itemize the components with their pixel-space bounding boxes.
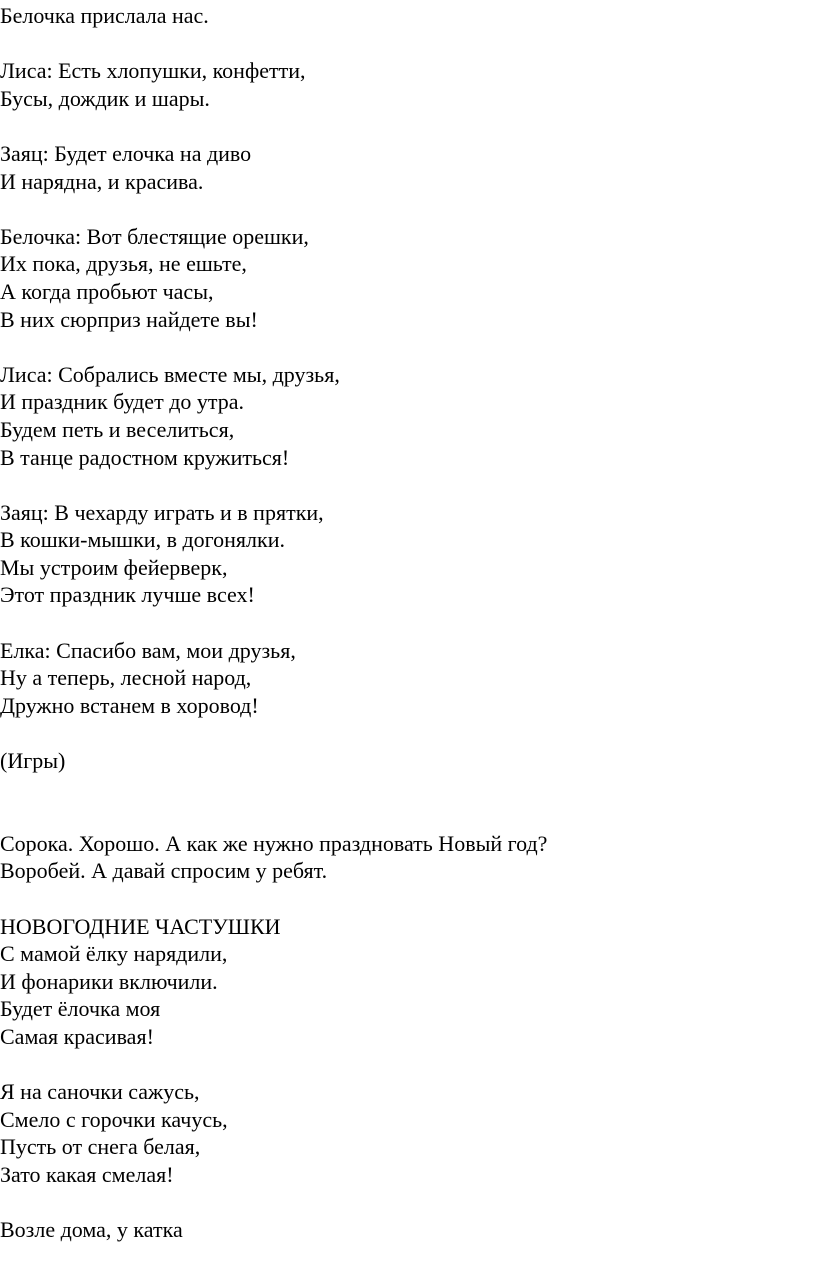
blank-line <box>0 30 816 58</box>
text-line: Воробей. А давай спросим у ребят. <box>0 858 328 884</box>
text-line: Я на саночки сажусь, <box>0 1079 200 1105</box>
text-line: (Игры) <box>0 748 66 774</box>
blank-line <box>0 609 816 637</box>
text-line: Сорока. Хорошо. А как же нужно праздновать Новый год? <box>0 830 548 856</box>
document-text <box>0 2 816 1244</box>
text-line: Самая красивая! <box>0 1023 154 1049</box>
text-line: И праздник будет до утра. <box>0 389 245 415</box>
blank-line <box>0 471 816 499</box>
text-line: Зато какая смелая! <box>0 1161 174 1187</box>
text-line: Лиса: Собрались вместе мы, друзья, <box>0 361 340 387</box>
text-line: С мамой ёлку нарядили, <box>0 941 228 967</box>
text-line: Будет ёлочка моя <box>0 996 161 1022</box>
blank-line <box>0 333 816 361</box>
text-line: Белочка: Вот блестящие орешки, <box>0 223 309 249</box>
text-line: Белочка прислала нас. <box>0 3 209 28</box>
text-line: Пусть от снега белая, <box>0 1134 201 1160</box>
text-line: В них сюрприз найдете вы! <box>0 306 258 332</box>
text-line: И фонарики включили. <box>0 968 218 994</box>
text-line: Мы устроим фейерверк, <box>0 554 228 580</box>
section-heading: НОВОГОДНИЕ ЧАСТУШКИ <box>0 913 281 939</box>
text-line: Ну а теперь, лесной народ, <box>0 665 252 691</box>
text-line: Этот праздник лучше всех! <box>0 582 255 608</box>
text-line: Смело с горочки качусь, <box>0 1106 228 1132</box>
blank-line <box>0 885 816 913</box>
text-line: Возле дома, у катка <box>0 1217 183 1243</box>
blank-line <box>0 775 816 830</box>
text-line: Лиса: Есть хлопушки, конфетти, <box>0 58 306 84</box>
blank-line <box>0 1051 816 1079</box>
text-line: Елка: Спасибо вам, мои друзья, <box>0 637 296 663</box>
text-line: Заяц: В чехарду играть и в прятки, <box>0 499 324 525</box>
text-line: Их пока, друзья, не ешьте, <box>0 251 247 277</box>
text-line: А когда пробьют часы, <box>0 278 214 304</box>
blank-line <box>0 719 816 747</box>
text-line: В танце радостном кружиться! <box>0 444 290 470</box>
text-line: Бусы, дождик и шары. <box>0 85 210 111</box>
text-line: Будем петь и веселиться, <box>0 416 235 442</box>
text-line: Дружно встанем в хоровод! <box>0 692 259 718</box>
text-line: И нарядна, и красива. <box>0 168 204 194</box>
text-line: Заяц: Будет елочка на диво <box>0 140 252 166</box>
blank-line <box>0 1189 816 1217</box>
blank-line <box>0 112 816 140</box>
blank-line <box>0 195 816 223</box>
text-line: В кошки-мышки, в догонялки. <box>0 527 285 553</box>
